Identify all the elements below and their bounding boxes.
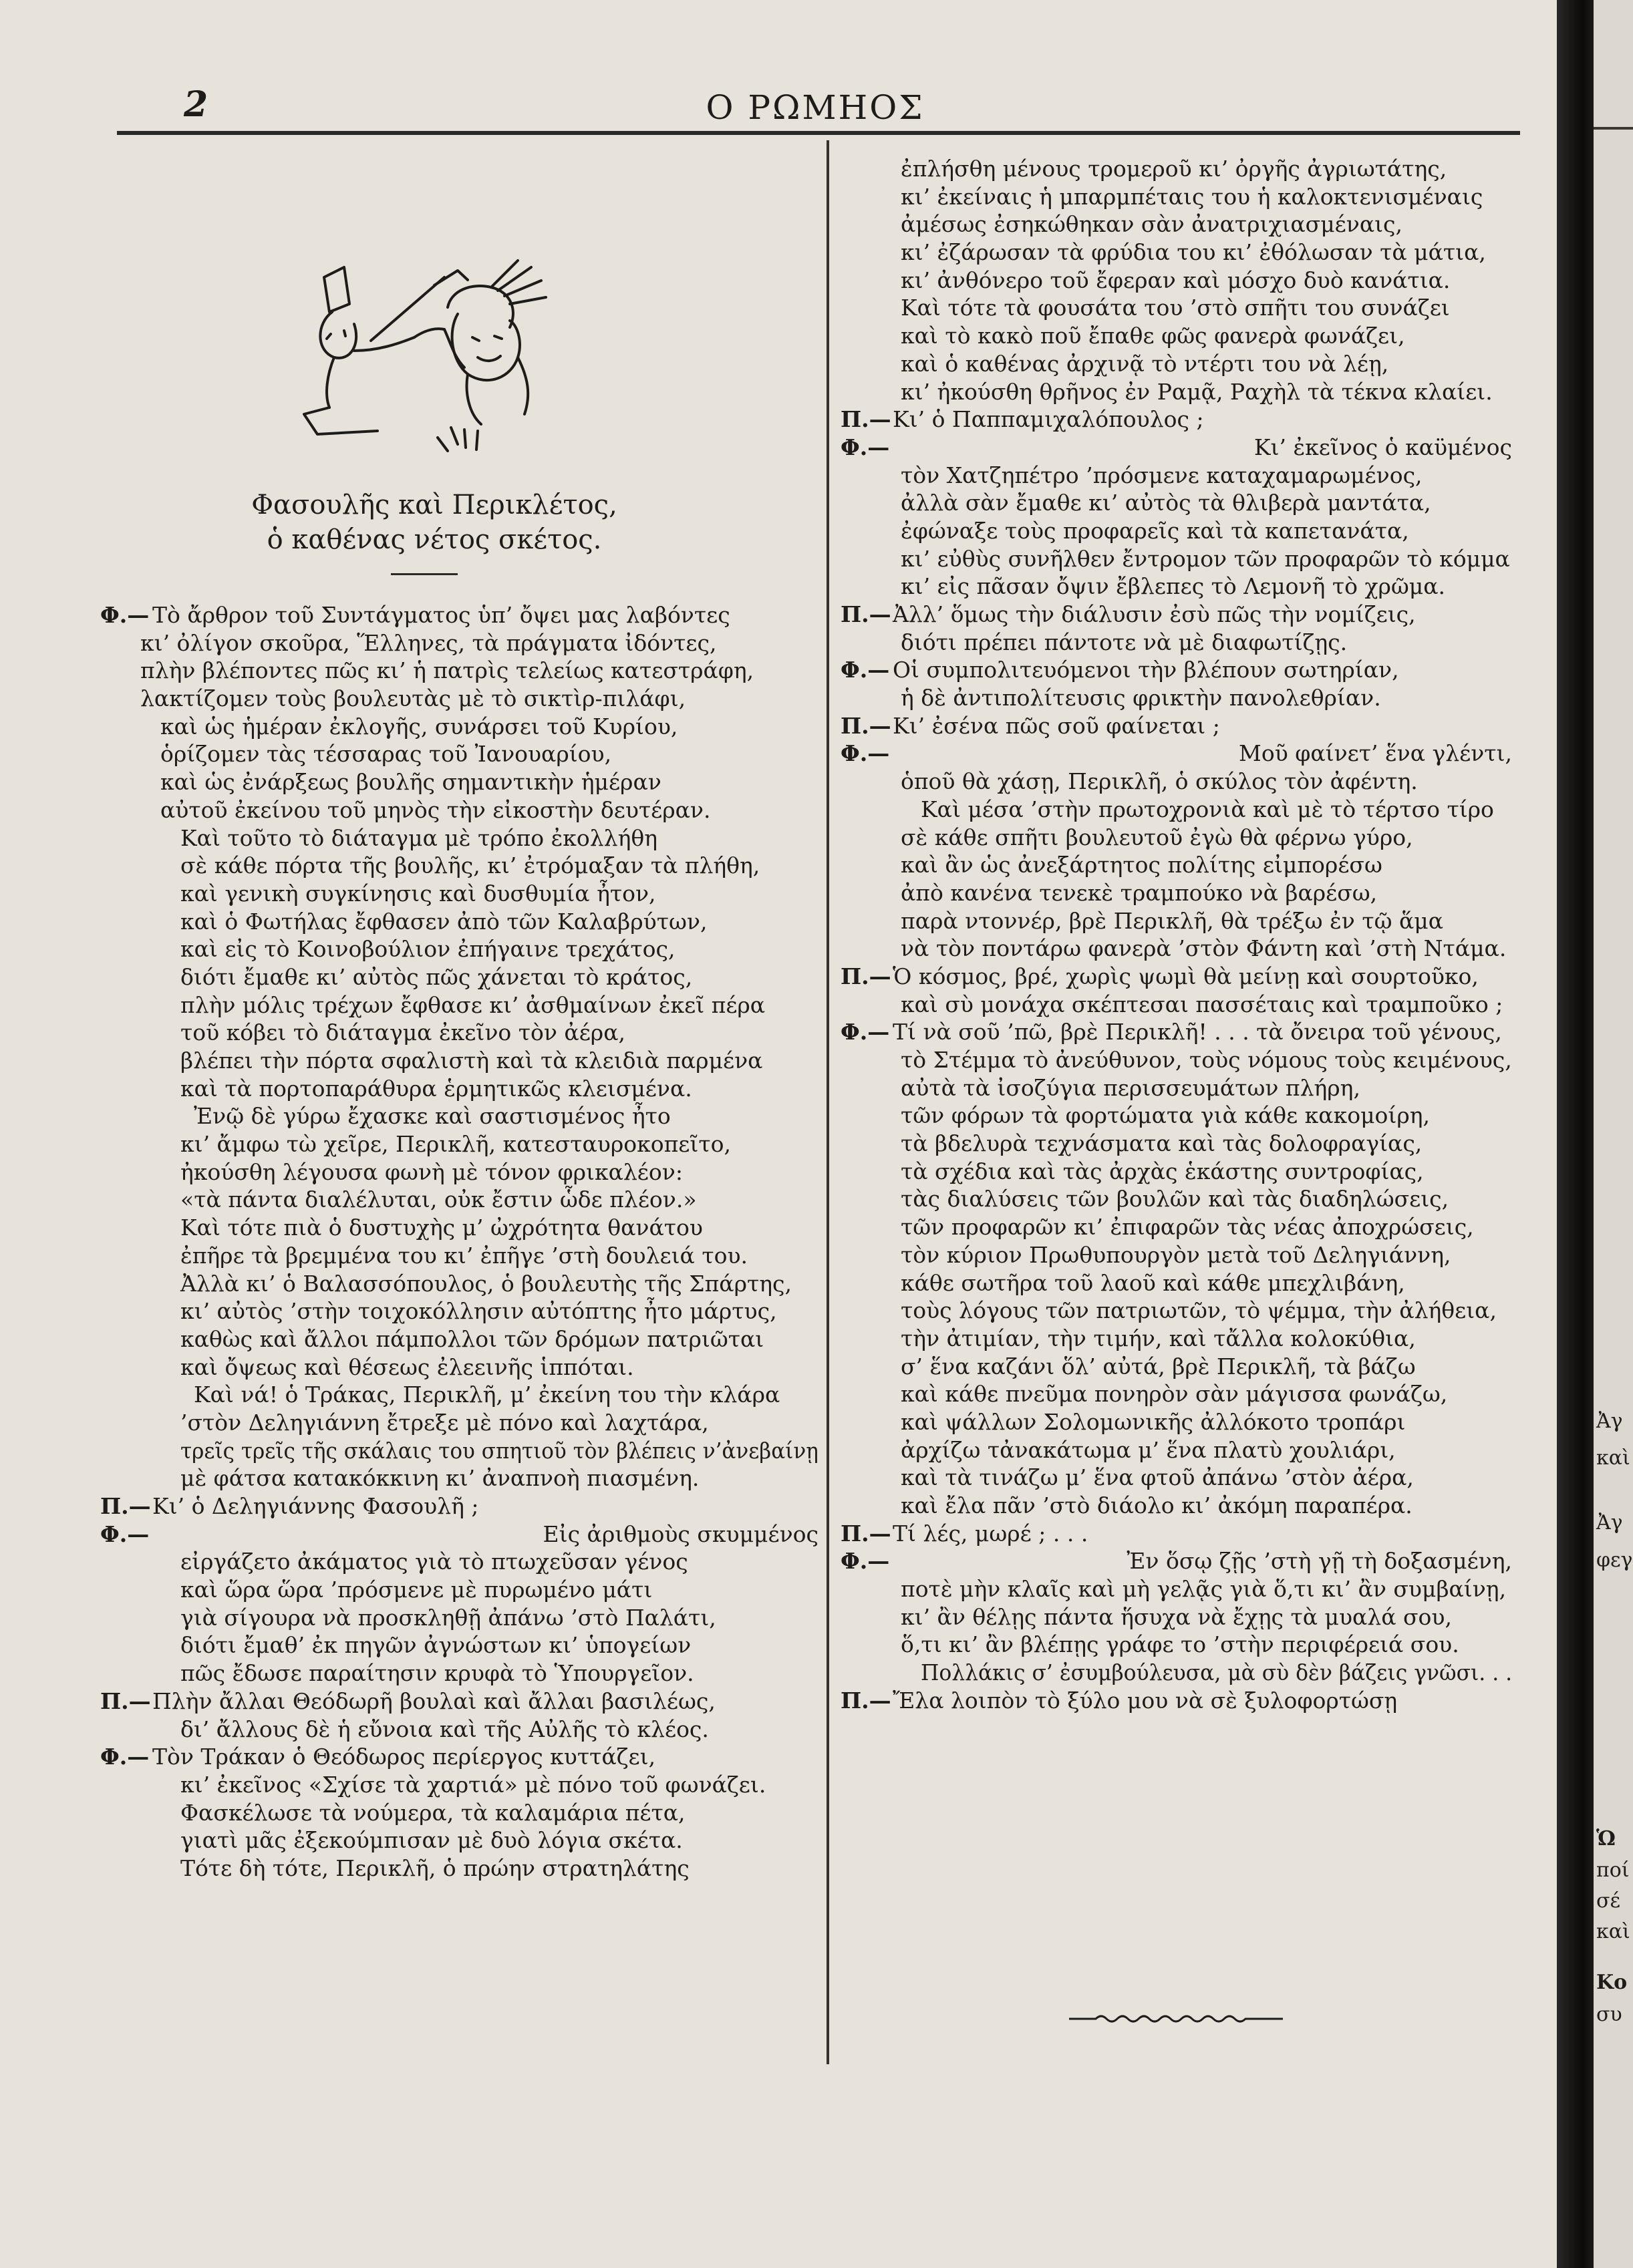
verse-text: Πολλάκις σ’ ἐσυμβούλευσα, μὰ σὺ δὲν βάζεις γνῶσι. . .: [921, 1659, 1512, 1686]
verse-text: κι’ ἀνθόνερο τοῦ ἔφεραν καὶ μόσχο δυὸ κανάτια.: [901, 267, 1451, 293]
verse-line: [841, 1158, 1512, 1186]
verse-line: [841, 378, 1512, 406]
verse-text: τὰ βδελυρὰ τεχνάσματα καὶ τὰς δολοφραγίας,: [901, 1130, 1423, 1157]
page-header: [117, 79, 1513, 139]
verse-text: Κι’ ἐσένα πῶς σοῦ φαίνεται ;: [893, 712, 1220, 739]
column-divider: [827, 140, 829, 2064]
verse-line: [100, 1353, 819, 1382]
verse-text: βλέπει τὴν πόρτα σφαλιστὴ καὶ τὰ κλειδιὰ παρμένα: [180, 1047, 763, 1074]
verse-text: κι’ ἐζάρωσαν τὰ φρύδια του κι’ ἐθόλωσαν τὰ μάτια,: [901, 239, 1486, 266]
verse-line: [841, 1659, 1512, 1687]
verse-line: [841, 1130, 1512, 1158]
verse-text: νὰ τὸν ποντάρω φανερὰ ’στὸν Φάντη καὶ ’στὴ Ντάμα.: [901, 935, 1507, 962]
verse-text: καὶ ὥρα ὥρα ’πρόσμενε μὲ πυρωμένο μάτι: [180, 1577, 653, 1603]
verse-text: ’στὸν Δεληγιάννη ἔτρεξε μὲ πόνο καὶ λαχτάρα,: [180, 1409, 709, 1436]
adjacent-page-fragment: φεγ: [1596, 1549, 1633, 1572]
verse-text: πῶς ἔδωσε παραίτησιν κρυφὰ τὸ Ὑπουργεῖον.: [180, 1660, 694, 1687]
left-text-column: [100, 601, 819, 1883]
verse-line: [841, 1018, 1512, 1046]
verse-text: τοὺς λόγους τῶν πατριωτῶν, τὸ ψέμμα, τὴν ἀλήθεια,: [901, 1297, 1497, 1324]
verse-text: σ’ ἕνα καζάνι ὅλ’ αὐτά, βρὲ Περικλῆ, τὰ βάζω: [901, 1353, 1416, 1380]
verse-text: καὶ ὡς ἐνάρξεως βουλῆς σημαντικὴν ἡμέραν: [160, 769, 661, 796]
verse-text: Τότε δὴ τότε, Περικλῆ, ὁ πρώην στρατηλάτης: [180, 1854, 690, 1881]
verse-line: [100, 991, 819, 1019]
verse-text: ἀμέσως ἐσηκώθηκαν σὰν ἀνατριχιασμέναις,: [901, 211, 1403, 238]
adjacent-page-fragment: Ἀγ: [1596, 1511, 1623, 1534]
verse-line: [841, 712, 1512, 740]
verse-text: καὶ ὄψεως καὶ θέσεως ἐλεεινῆς ἱππόται.: [180, 1353, 634, 1380]
verse-line: [841, 1325, 1512, 1353]
verse-text: πλὴν μόλις τρέχων ἔφθασε κι’ ἀσθμαίνων ἐκεῖ πέρα: [180, 991, 766, 1018]
verse-text: καὶ ὡς ἡμέραν ἐκλογῆς, συνάρσει τοῦ Κυρίου,: [160, 713, 678, 740]
verse-text: μὲ φάτσα κατακόκκινη κι’ ἀναπνοὴ πιασμένη.: [180, 1465, 700, 1492]
verse-line: [841, 1269, 1512, 1297]
verse-text: Καὶ νά! ὁ Τράκας, Περικλῆ, μ’ ἐκείνη του τὴν κλάρα: [194, 1382, 780, 1408]
verse-text: τὸν Χατζηπέτρο ’πρόσμενε καταχαμαρωμένος,: [901, 462, 1423, 488]
page-number: 2: [184, 84, 208, 125]
verse-line: [841, 1436, 1512, 1464]
verse-line: [841, 768, 1512, 796]
verse-line: [841, 656, 1512, 684]
verse-text: καὶ τὰ τινάζω μ’ ἕνα φτοῦ ἀπάνω ’στὸν ἀέρα,: [901, 1464, 1414, 1491]
verse-line: [841, 601, 1512, 629]
verse-line: [100, 713, 819, 741]
verse-line: [841, 573, 1512, 601]
adjacent-page-fragment: Κο: [1596, 1971, 1628, 1994]
verse-text: Ἔλα λοιπὸν τὸ ξύλο μου νὰ σὲ ξυλοφορτώσῃ: [893, 1687, 1398, 1714]
verse-line: [841, 350, 1512, 378]
verse-text: Φασκέλωσε τὰ νούμερα, τὰ καλαμάρια πέτα,: [180, 1799, 686, 1826]
verse-line: [841, 294, 1512, 322]
verse-line: [100, 1826, 819, 1854]
verse-line: [100, 1186, 819, 1214]
verse-text: διότι πρέπει πάντοτε νὰ μὲ διαφωτίζῃς.: [901, 629, 1348, 655]
verse-line: [100, 1464, 819, 1492]
verse-text: τὰς διαλύσεις τῶν βουλῶν καὶ τὰς διαδηλώσεις,: [901, 1186, 1449, 1212]
verse-line: [100, 1716, 819, 1744]
verse-text: τὸν κύριον Πρωθυπουργὸν μετὰ τοῦ Δεληγιάννη,: [901, 1241, 1451, 1268]
verse-line: [100, 1743, 819, 1771]
verse-line: [100, 601, 819, 629]
verse-line: [841, 1102, 1512, 1130]
verse-line: [841, 1464, 1512, 1492]
verse-text: κι’ ἐκεῖνος «Σχίσε τὰ χαρτιά» μὲ πόνο τοῦ φωνάζει.: [180, 1771, 766, 1798]
speaker-label: Π.—: [841, 1687, 891, 1714]
verse-line: [841, 879, 1512, 907]
verse-line: [100, 1130, 819, 1158]
verse-line: [100, 1548, 819, 1576]
speaker-label: Φ.—: [100, 1520, 150, 1547]
speaker-label: Φ.—: [841, 657, 890, 683]
verse-text: κι’ ἠκούσθη θρῆνος ἐν Ραμᾷ, Ραχὴλ τὰ τέκνα κλαίει.: [901, 378, 1493, 405]
speaker-label: Φ.—: [100, 1744, 150, 1770]
verse-text: τὸ Στέμμα τὸ ἀνεύθυνον, τοὺς νόμους τοὺς κειμένους,: [901, 1047, 1512, 1073]
verse-text: κι’ εὐθὺς συνῆλθεν ἔντρομον τῶν προφαρῶν τὸ κόμμα: [901, 545, 1510, 572]
verse-line: [100, 1604, 819, 1632]
verse-line: [100, 1520, 819, 1549]
verse-text: πλὴν βλέποντες πῶς κι’ ἡ πατρὶς τελείως κατεστράφη,: [140, 657, 754, 684]
verse-line: [841, 851, 1512, 879]
verse-line: [100, 1771, 819, 1799]
verse-line: [841, 684, 1512, 712]
speaker-label: Π.—: [100, 1687, 151, 1714]
verse-line: [100, 1854, 819, 1883]
verse-text: Καὶ τότε τὰ φουσάτα του ’στὸ σπῆτι του συνάζει: [901, 295, 1450, 321]
verse-text: τὴν ἀτιμίαν, τὴν τιμήν, καὶ τἄλλα κολοκύθια,: [901, 1325, 1416, 1351]
speaker-label: Π.—: [100, 1493, 151, 1519]
verse-text: ἠκούσθη λέγουσα φωνὴ μὲ τόνον φρικαλέον:: [180, 1158, 683, 1185]
verse-text: αὐτοῦ ἐκείνου τοῦ μηνὸς τὴν εἰκοστὴν δευτέραν.: [160, 796, 711, 823]
verse-text: ἀλλὰ σὰν ἔμαθε κι’ αὐτὸς τὰ θλιβερὰ μαντάτα,: [901, 490, 1431, 516]
verse-line: [100, 852, 819, 880]
speaker-label: Π.—: [841, 712, 891, 739]
verse-line: [841, 210, 1512, 238]
verse-line: [100, 1492, 819, 1520]
verse-text: «τὰ πάντα διαλέλυται, οὐκ ἔστιν ὧδε πλέον.»: [180, 1186, 697, 1213]
adjacent-page-fragment: σέ: [1596, 1889, 1621, 1913]
adjacent-page-fragment: καὶ: [1596, 1920, 1630, 1943]
verse-line: [841, 545, 1512, 573]
verse-text: γιατὶ μᾶς ἐξεκούμπισαν μὲ δυὸ λόγια σκέτα.: [180, 1827, 683, 1854]
verse-text: καὶ σὺ μονάχα σκέπτεσαι πασσέταις καὶ τραμποῦκο ;: [901, 991, 1503, 1017]
verse-line: [841, 462, 1512, 490]
verse-line: [841, 1241, 1512, 1269]
verse-line: [841, 406, 1512, 434]
verse-line: [100, 1437, 819, 1465]
verse-text: Ὁ κόσμος, βρέ, χωρὶς ψωμὶ θὰ μείνῃ καὶ σουρτοῦκο,: [893, 963, 1479, 989]
verse-line: [100, 629, 819, 657]
verse-text: Τὸν Τράκαν ὁ Θεόδωρος περίεργος κυττάζει,: [152, 1744, 656, 1770]
verse-line: [100, 1047, 819, 1075]
verse-line: [841, 1297, 1512, 1325]
verse-line: [100, 1325, 819, 1353]
verse-line: [841, 1074, 1512, 1102]
verse-text: εἰργάζετο ἀκάματος γιὰ τὸ πτωχεῦσαν γένος: [180, 1549, 688, 1575]
verse-text: κι’ ἐκείναις ἡ μπαρμπέταις του ἡ καλοκτενισμέναις: [901, 183, 1483, 210]
verse-line: [841, 935, 1512, 963]
verse-text: Πλὴν ἄλλαι Θεόδωρῆ βουλαὶ καὶ ἄλλαι βασιλέως,: [152, 1687, 716, 1714]
verse-line: [100, 1270, 819, 1298]
verse-text: ὁποῦ θὰ χάσῃ, Περικλῆ, ὁ σκύλος τὸν ἀφέντη.: [901, 768, 1418, 795]
caption-rule: [391, 573, 458, 575]
verse-line: [841, 434, 1512, 462]
verse-text: καὶ ὁ Φωτήλας ἔφθασεν ἀπὸ τῶν Καλαβρύτων,: [180, 908, 708, 935]
verse-text: Ἀλλὰ κι’ ὁ Βαλασσόπουλος, ὁ βουλευτὴς τῆς Σπάρτης,: [180, 1270, 792, 1297]
verse-text: Ἀλλ’ ὅμως τὴν διάλυσιν ἐσὺ πῶς τὴν νομίζεις,: [893, 601, 1416, 627]
verse-text: κι’ ὀλίγον σκοῦρα, Ἕλληνες, τὰ πράγματα ἰδόντες,: [140, 629, 717, 656]
speaker-label: Π.—: [841, 406, 891, 433]
verse-text: καὶ τὸ κακὸ ποῦ ἔπαθε φῶς φανερὰ φωνάζει,: [901, 323, 1405, 349]
verse-line: [100, 1687, 819, 1716]
verse-text: Κι’ ὁ Δεληγιάννης Φασουλῆ ;: [152, 1493, 479, 1519]
verse-line: [841, 824, 1512, 852]
verse-text: διότι ἔμαθε κι’ αὐτὸς πῶς χάνεται τὸ κράτος,: [180, 963, 693, 990]
verse-text: παρὰ ντοννέρ, βρὲ Περικλῆ, θὰ τρέξω ἐν τῷ ἅμα: [901, 907, 1444, 934]
verse-text: Καὶ μέσα ’στὴν πρωτοχρονιὰ καὶ μὲ τὸ τέρτσο τίρο: [921, 796, 1494, 822]
verse-text: τρεῖς τρεῖς τῆς σκάλαις του σπητιοῦ τὸν βλέπεις ν’ἀνεβαίνῃ: [180, 1437, 819, 1464]
verse-line: [841, 1631, 1512, 1659]
adjacent-page-rule: [1594, 127, 1633, 130]
verse-text: Τί λές, μωρέ ; . . .: [893, 1520, 1088, 1547]
verse-text: ποτὲ μὴν κλαῖς καὶ μὴ γελᾷς γιὰ ὅ,τι κι’ ἂν συμβαίνῃ,: [901, 1576, 1507, 1603]
speaker-label: Π.—: [841, 601, 891, 627]
verse-line: [100, 1075, 819, 1103]
verse-text: καὶ ψάλλων Σολομωνικῆς ἀλλόκοτο τροπάρι: [901, 1408, 1406, 1435]
verse-text: καὶ ἂν ὡς ἀνεξάρτητος πολίτης εἰμπορέσω: [901, 852, 1382, 878]
verse-text: γιὰ σίγουρα νὰ προσκληθῇ ἀπάνω ’στὸ Παλάτι,: [180, 1604, 716, 1631]
verse-line: [841, 1520, 1512, 1548]
verse-line: [100, 1576, 819, 1604]
adjacent-page-fragment: Ὡ: [1596, 1827, 1616, 1850]
speaker-label: Φ.—: [841, 1019, 890, 1045]
verse-line: [841, 238, 1512, 267]
verse-line: [841, 1408, 1512, 1436]
verse-line: [100, 1381, 819, 1409]
adjacent-page-edge: [1594, 0, 1633, 2268]
verse-line: [841, 1687, 1512, 1715]
verse-line: [100, 657, 819, 685]
adjacent-page-fragment: ποί: [1596, 1858, 1630, 1882]
adjacent-page-fragment: καὶ: [1596, 1446, 1630, 1470]
verse-line: [100, 1409, 819, 1437]
verse-text: κι’ αὐτὸς ’στὴν τοιχοκόλλησιν αὐτόπτης ἦτο μάρτυς,: [180, 1298, 777, 1325]
verse-line: [841, 907, 1512, 935]
verse-line: [841, 155, 1512, 183]
verse-line: [841, 1185, 1512, 1213]
speaker-label: Π.—: [841, 963, 891, 989]
verse-line: [100, 768, 819, 796]
closing-ornament: [1069, 2007, 1283, 2027]
verse-line: [100, 1799, 819, 1827]
verse-text: Κι’ ἐκεῖνος ὁ καϋμένος: [1253, 434, 1512, 460]
verse-text: Μοῦ φαίνετ’ ἕνα γλέντι,: [1239, 740, 1512, 767]
verse-line: [841, 489, 1512, 517]
verse-text: Καὶ τότε πιὰ ὁ δυστυχὴς μ’ ὠχρότητα θανάτου: [180, 1214, 703, 1241]
verse-line: [841, 1603, 1512, 1631]
verse-text: αὐτὰ τὰ ἰσοζύγια περισσευμάτων πλήρη,: [901, 1074, 1360, 1101]
verse-text: κι’ ἄμφω τὼ χεῖρε, Περικλῆ, κατεσταυροκοπεῖτο,: [180, 1131, 731, 1158]
verse-line: [100, 1214, 819, 1242]
verse-text: Ἐν ὅσῳ ζῇς ’στὴ γῇ τὴ δοξασμένη,: [1127, 1548, 1512, 1575]
verse-text: δι’ ἄλλους δὲ ἡ εὔνοια καὶ τῆς Αὐλῆς τὸ κλέος.: [180, 1716, 709, 1742]
verse-line: [841, 740, 1512, 768]
verse-text: Τί νὰ σοῦ ’πῶ, βρὲ Περικλῆ! . . . τὰ ὄνειρα τοῦ γένους,: [893, 1019, 1502, 1045]
verse-line: [841, 1547, 1512, 1575]
speaker-label: Φ.—: [841, 434, 890, 460]
verse-text: ὅ,τι κι’ ἂν βλέπῃς γράφε το ’στὴν περιφέρειά σου.: [901, 1631, 1459, 1658]
verse-line: [100, 1631, 819, 1659]
verse-text: καὶ εἰς τὸ Κοινοβούλιον ἐπήγαινε τρεχάτος,: [180, 936, 676, 963]
verse-text: Οἱ συμπολιτευόμενοι τὴν βλέπουν σωτηρίαν,: [893, 657, 1399, 683]
verse-text: καὶ τὰ πορτοπαράθυρα ἑρμητικῶς κλεισμένα.: [180, 1075, 692, 1102]
verse-line: [100, 935, 819, 963]
verse-text: ἐφώναξε τοὺς προφαρεῖς καὶ τὰ καπετανάτα,: [901, 517, 1409, 544]
verse-line: [100, 1297, 819, 1325]
verse-line: [100, 1242, 819, 1270]
verse-line: [100, 880, 819, 908]
verse-text: ἐπλήσθη μένους τρομεροῦ κι’ ὀργῆς ἀγριωτάτης,: [901, 156, 1447, 182]
verse-line: [841, 183, 1512, 211]
verse-line: [100, 740, 819, 768]
verse-text: ἡ δὲ ἀντιπολίτευσις φρικτὴν πανολεθρίαν.: [901, 685, 1381, 711]
verse-line: [841, 1046, 1512, 1074]
verse-text: ἀρχίζω τἀνακάτωμα μ’ ἕνα πλατὺ χουλιάρι,: [901, 1436, 1396, 1463]
verse-text: τοῦ κόβει τὸ διάταγμα ἐκεῖνο τὸν ἀέρα,: [180, 1019, 625, 1046]
verse-text: τὰ σχέδια καὶ τὰς ἀρχὰς ἑκάστης συντροφίας,: [901, 1158, 1424, 1184]
verse-text: τῶν φόρων τὰ φορτώματα γιὰ κάθε κακομοίρη,: [901, 1102, 1430, 1129]
verse-line: [100, 1659, 819, 1687]
verse-line: [100, 1158, 819, 1186]
verse-text: καὶ γενικὴ συγκίνησις καὶ δυσθυμία ἦτον,: [180, 880, 656, 907]
verse-line: [841, 796, 1512, 824]
speaker-label: Φ.—: [841, 740, 890, 767]
header-rule: [117, 131, 1520, 135]
adjacent-page-fragment: Ἀγ: [1596, 1410, 1623, 1433]
right-text-column: [841, 155, 1512, 1715]
verse-line: [100, 824, 819, 852]
verse-text: Ἐνῷ δὲ γύρω ἔχασκε καὶ σαστισμένος ἦτο: [194, 1103, 671, 1130]
masthead-title: Ο ΡΩΜΗΟΣ: [706, 88, 925, 127]
page-gutter-shadow: [1557, 0, 1594, 2268]
verse-text: τῶν προφαρῶν κι’ ἐπιφαρῶν τὰς νέας ἀποχρώσεις,: [901, 1214, 1474, 1241]
verse-text: κι’ εἰς πᾶσαν ὄψιν ἔβλεπες τὸ Λεμονῆ τὸ χρῶμα.: [901, 573, 1445, 600]
adjacent-page-fragment: συ: [1596, 2003, 1622, 2026]
verse-text: Τὸ ἄρθρον τοῦ Συντάγματος ὑπ’ ὄψει μας λαβόντες: [152, 602, 730, 628]
verse-line: [100, 908, 819, 936]
verse-line: [841, 1380, 1512, 1408]
verse-text: ὁρίζομεν τὰς τέσσαρας τοῦ Ἰανουαρίου,: [160, 741, 612, 768]
verse-text: κάθε σωτῆρα τοῦ λαοῦ καὶ κάθε μπεχλιβάνη,: [901, 1269, 1405, 1296]
caption-line: ὁ καθένας νέτος σκέτος.: [267, 524, 602, 555]
cartoon-illustration: [297, 251, 565, 458]
verse-line: [841, 629, 1512, 657]
speaker-label: Φ.—: [841, 1548, 890, 1575]
verse-text: λακτίζομεν τοὺς βουλευτὰς μὲ τὸ σικτὶρ-πιλάφι,: [140, 685, 686, 712]
verse-text: ἀπὸ κανένα τενεκὲ τραμπούκο νὰ βαρέσω,: [901, 879, 1378, 906]
verse-text: καὶ κάθε πνεῦμα πονηρὸν σὰν μάγισσα φωνάζω,: [901, 1381, 1448, 1408]
verse-line: [841, 1353, 1512, 1381]
verse-text: κι’ ἂν θέλῃς πάντα ἥσυχα νὰ ἔχῃς τὰ μυαλά σου,: [901, 1603, 1452, 1630]
verse-line: [841, 1575, 1512, 1603]
verse-text: καθὼς καὶ ἄλλοι πάμπολλοι τῶν δρόμων πατριῶται: [180, 1325, 764, 1352]
verse-line: [841, 267, 1512, 295]
verse-text: καὶ ὁ καθένας ἀρχινᾷ τὸ ντέρτι του νὰ λέῃ,: [901, 350, 1389, 377]
verse-text: ἐπῆρε τὰ βρεμμένα του κι’ ἐπῆγε ’στὴ δουλειά του.: [180, 1242, 748, 1269]
verse-text: Καὶ τοῦτο τὸ διάταγμα μὲ τρόπο ἐκολλήθη: [180, 824, 658, 851]
verse-text: Κι’ ὁ Παππαμιχαλόπουλος ;: [893, 406, 1204, 433]
verse-line: [841, 517, 1512, 545]
caption-line: Φασουλῆς καὶ Περικλέτος,: [251, 490, 617, 520]
verse-line: [841, 322, 1512, 350]
verse-text: Εἰς ἀριθμοὺς σκυμμένος: [543, 1520, 819, 1547]
verse-text: καὶ ἔλα πᾶν ’στὸ διάολο κι’ ἀκόμη παραπέρα.: [901, 1492, 1413, 1518]
verse-line: [100, 963, 819, 991]
verse-line: [100, 796, 819, 824]
speaker-label: Π.—: [841, 1520, 891, 1547]
verse-line: [841, 963, 1512, 991]
verse-line: [841, 991, 1512, 1019]
speaker-label: Φ.—: [100, 602, 150, 628]
verse-line: [100, 685, 819, 713]
verse-line: [100, 1102, 819, 1130]
verse-line: [841, 1492, 1512, 1520]
verse-line: [100, 1019, 819, 1047]
illustration-caption: [200, 488, 668, 557]
verse-text: σὲ κάθε πόρτα τῆς βουλῆς, κι’ ἐτρόμαξαν τὰ πλήθη,: [180, 852, 760, 879]
verse-text: διότι ἔμαθ’ ἐκ πηγῶν ἀγνώστων κι’ ὑπογείων: [180, 1632, 692, 1659]
verse-line: [841, 1213, 1512, 1241]
verse-text: σὲ κάθε σπῆτι βουλευτοῦ ἐγὼ θὰ φέρνω γύρο,: [901, 824, 1413, 850]
